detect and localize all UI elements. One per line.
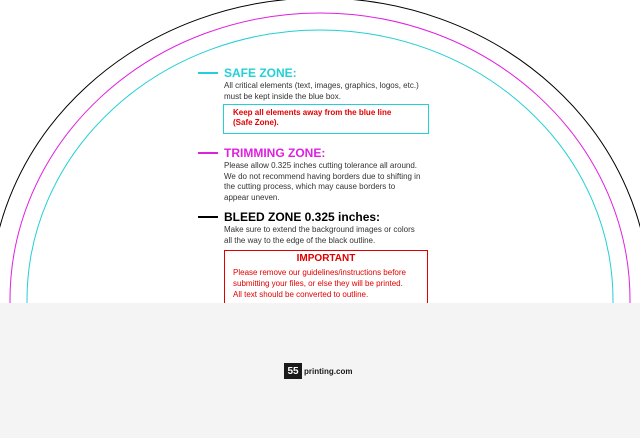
trimming-text-line: the cutting process, which may cause borders to bbox=[224, 182, 396, 191]
important-text-line: All text should be converted to outline. bbox=[233, 290, 369, 299]
bleed-zone-title: BLEED ZONE 0.325 inches: bbox=[224, 210, 381, 224]
safe-zone-text bbox=[224, 81, 419, 102]
logo-brand-text: printing.com bbox=[304, 366, 353, 376]
trimming-text-line: We do not recommend having borders due to shifting in bbox=[224, 171, 421, 181]
bleed-zone-marker bbox=[198, 216, 218, 218]
safe-box-line: Keep all elements away from the blue line bbox=[233, 108, 392, 117]
safe-zone-title: SAFE ZONE: bbox=[224, 66, 297, 80]
important-box bbox=[224, 250, 428, 303]
trimming-text-line: Please allow 0.325 inches cutting tolerance all around. bbox=[224, 161, 418, 170]
bleed-zone-text bbox=[224, 225, 415, 246]
safe-zone-section bbox=[224, 66, 419, 102]
trimming-zone-marker bbox=[198, 152, 218, 154]
safe-box-line: (Safe Zone). bbox=[233, 118, 279, 127]
trimming-text-line: appear uneven. bbox=[224, 192, 280, 202]
important-text-line: Please remove our guidelines/instructions before bbox=[233, 268, 406, 277]
trimming-zone-text bbox=[224, 161, 420, 203]
important-text bbox=[233, 267, 419, 300]
bleed-text-line: Make sure to extend the background images or colors bbox=[224, 225, 415, 234]
bleed-zone-section bbox=[224, 210, 415, 246]
important-text-line: submitting your files, or else they will be printed. bbox=[233, 279, 403, 288]
safe-zone-marker bbox=[198, 72, 218, 74]
safe-zone-text-line: All critical elements (text, images, graphics, logos, etc.) bbox=[224, 81, 419, 90]
important-title: IMPORTANT bbox=[296, 253, 356, 264]
logo-badge: 55 bbox=[284, 363, 302, 379]
trimming-zone-section bbox=[224, 146, 420, 203]
bleed-text-line: all the way to the edge of the black outline. bbox=[224, 235, 376, 245]
brand-logo bbox=[284, 363, 352, 379]
safe-zone-text-line: must be kept inside the blue box. bbox=[224, 91, 341, 101]
trimming-zone-title: TRIMMING ZONE: bbox=[224, 146, 326, 160]
safe-zone-box bbox=[223, 104, 429, 134]
